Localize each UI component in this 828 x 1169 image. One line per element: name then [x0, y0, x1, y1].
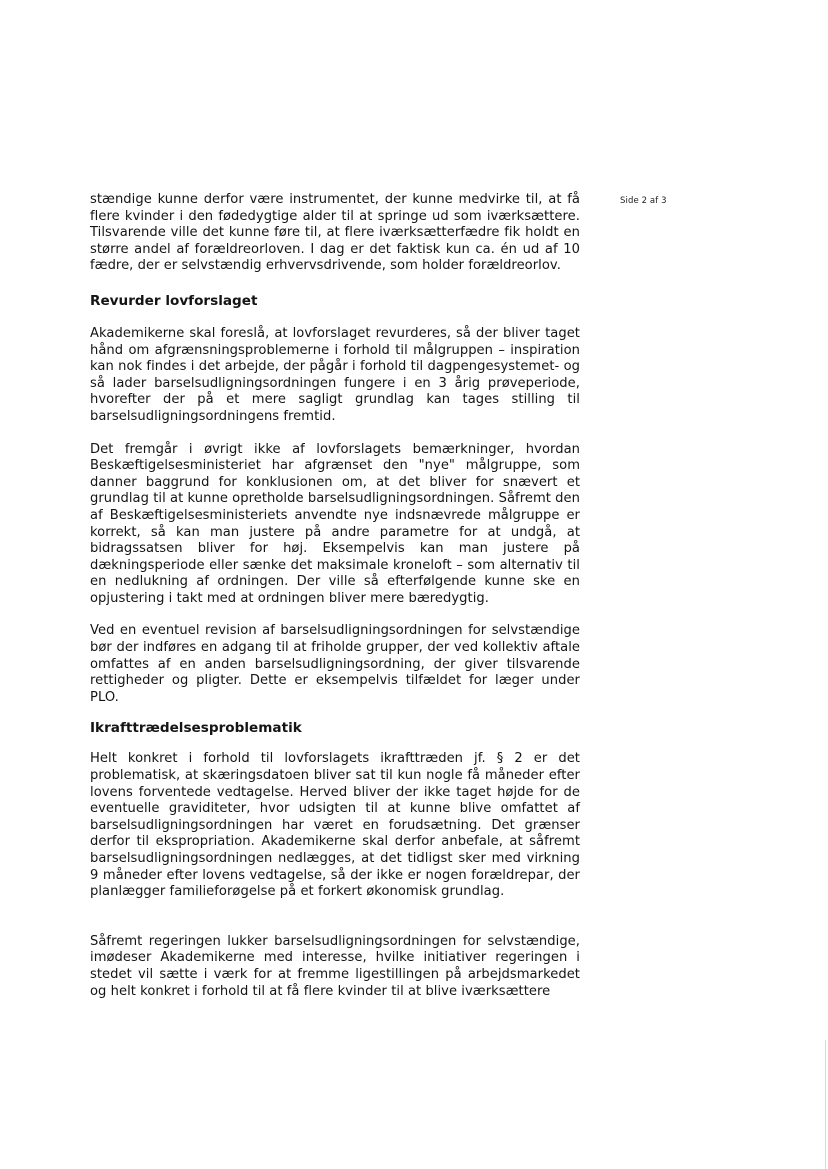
paragraph-revision: Ved en eventuel revision af barselsudligningsordningen for selvstændige bør der indføres en adgang til at friholde grupper, der ved kollektiv aftale omfattes af en anden barselsudligningsordning, der giver tilsvarende rettigheder og pligter. Dette er eksempelvis tilfældet for læger under PLO. — [90, 623, 580, 705]
paragraph-maalgruppe: Det fremgår i øvrigt ikke af lovforslagets bemærkninger, hvordan Beskæftigelsesministeriet har afgrænset den "nye" målgruppe, som danner baggrund for konklusionen om, at det bliver for snævert et grundlag til at kunne opretholde barselsudligningsordningen. Såfremt den af Beskæftigelsesministeriets anvendte nye indsnævrede målgruppe er korrekt, så kan man justere på andre parametre for at undgå, at bidragssatsen bliver for høj. Eksempelvis kan man justere på dækningsperiode eller sænke det maksimale kroneloft – som alternativ til en nedlukning af ordningen. Der ville så efterfølgende kunne ske en opjustering i takt med at ordningen bliver mere bæredygtig. — [90, 441, 580, 606]
scan-edge-line — [825, 1040, 826, 1169]
section-heading-ikrafttraedelse: Ikrafttrædelsesproblematik — [90, 720, 302, 737]
paragraph-ligestilling: Såfremt regeringen lukker barselsudligningsordningen for selvstændige, imødeser Akademikerne med interesse, hvilke initiativer regeringen i stedet vil sætte i værk for at fremme ligestillingen på arbejdsmarkedet og helt konkret i forhold til at få flere kvinder til at blive iværksættere — [90, 933, 580, 999]
section-heading-revurder: Revurder lovforslaget — [90, 292, 258, 309]
document-body — [90, 192, 580, 1000]
page-number-label: Side 2 af 3 — [620, 196, 667, 206]
paragraph-revurder: Akademikerne skal foreslå, at lovforslaget revurderes, så der bliver taget hånd om afgrænsningsproblemerne i forhold til målgruppen – inspiration kan nok findes i det arbejde, der pågår i forhold til dagpengesystemet- og så lader barselsudligningsordningen fungere i en 3 årig prøveperiode, hvorefter der på et mere sagligt grundlag kan tages stilling til barselsudligningsordningens fremtid. — [90, 325, 580, 424]
paragraph-intro-continuation: stændige kunne derfor være instrumentet, der kunne medvirke til, at få flere kvinder i den fødedygtige alder til at springe ud som iværksættere. Tilsvarende ville det kunne føre til, at flere iværksætterfædre fik holdt en større andel af forældreorloven. I dag er det faktisk kun ca. én ud af 10 fædre, der er selvstændig erhvervsdrivende, som holder forældreorlov. — [90, 192, 580, 274]
paragraph-ikrafttraedelse: Helt konkret i forhold til lovforslagets ikrafttræden jf. § 2 er det problematisk, at skæringsdatoen bliver sat til kun nogle få måneder efter lovens forventede vedtagelse. Herved bliver der ikke taget højde for de eventuelle graviditeter, hvor udsigten til at kunne blive omfattet af barselsudligningsordningen har været en forudsætning. Det grænser derfor til ekspropriation. Akademikerne skal derfor anbefale, at såfremt barselsudligningsordningen nedlægges, at det tidligst sker med virkning 9 måneder efter lovens vedtagelse, så der ikke er nogen forældrepar, der planlægger familieforøgelse på et forkert økonomisk grundlag. — [90, 751, 580, 900]
